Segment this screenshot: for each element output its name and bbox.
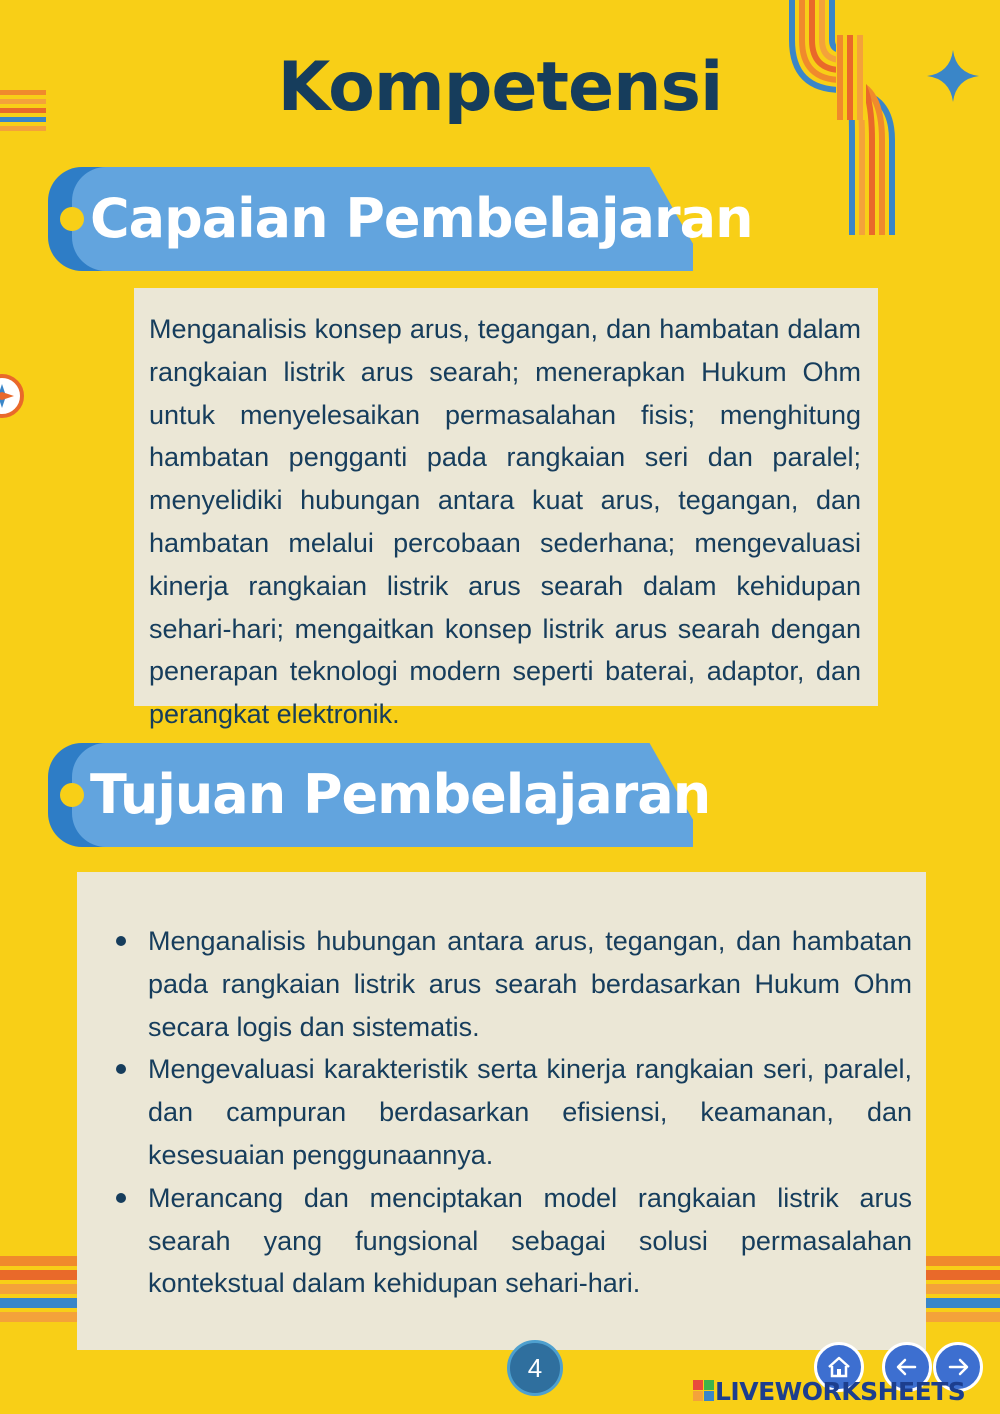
watermark-text: LIVEWORKSHEETS	[715, 1376, 966, 1406]
objectives-list	[148, 920, 912, 1305]
bullet-icon	[116, 936, 126, 946]
list-item	[148, 1177, 912, 1305]
capaian-paragraph: Menganalisis konsep arus, tegangan, dan hambatan dalam rangkaian listrik arus searah; menerapkan Hukum Ohm untuk menyelesaikan permasalahan fisis; menghitung hambatan pengganti pada rangkaian seri dan paralel; menyelidiki hubungan antara kuat arus, tegangan, dan hambatan melalui percobaan sederhana; mengevaluasi kinerja rangkaian listrik arus searah dalam kehidupan sehari-hari; mengaitkan konsep listrik arus searah dengan penerapan teknologi modern seperti baterai, adaptor, dan perangkat elektronik.	[149, 314, 861, 730]
capaian-content-box	[134, 288, 878, 730]
list-item-text: Menganalisis hubungan antara arus, tegangan, dan hambatan pada rangkaian listrik arus searah berdasarkan Hukum Ohm secara logis dan sistematis.	[148, 926, 912, 1042]
section-title: Capaian Pembelajaran	[90, 187, 753, 250]
section-title: Tujuan Pembelajaran	[90, 763, 711, 826]
decorative-stripes	[0, 1256, 77, 1326]
header-bullet-dot	[60, 783, 84, 807]
header-bullet-dot	[60, 207, 84, 231]
bullet-icon	[116, 1064, 126, 1074]
list-item	[148, 920, 912, 1048]
list-item-text: Merancang dan menciptakan model rangkaian listrik arus searah yang fungsional sebagai solusi permasalahan kontekstual dalam kehidupan sehari-hari.	[148, 1182, 912, 1299]
page-title: Kompetensi	[277, 48, 723, 127]
liveworksheets-logo-icon	[693, 1380, 715, 1402]
liveworksheets-logo	[693, 1374, 965, 1408]
page-number-badge: 4	[507, 1340, 563, 1396]
tujuan-content-box	[77, 872, 926, 1350]
section-header-capaian	[48, 167, 753, 271]
list-item-text: Mengevaluasi karakteristik serta kinerja rangkaian seri, paralel, dan campuran berdasarkan efisiensi, keamanan, dan kesesuaian penggunaannya.	[148, 1054, 912, 1170]
bullet-icon	[116, 1193, 126, 1203]
list-item	[148, 1048, 912, 1176]
decorative-stripes	[926, 1256, 1000, 1326]
decorative-compass-icon	[0, 374, 24, 418]
section-header-tujuan	[48, 743, 711, 847]
